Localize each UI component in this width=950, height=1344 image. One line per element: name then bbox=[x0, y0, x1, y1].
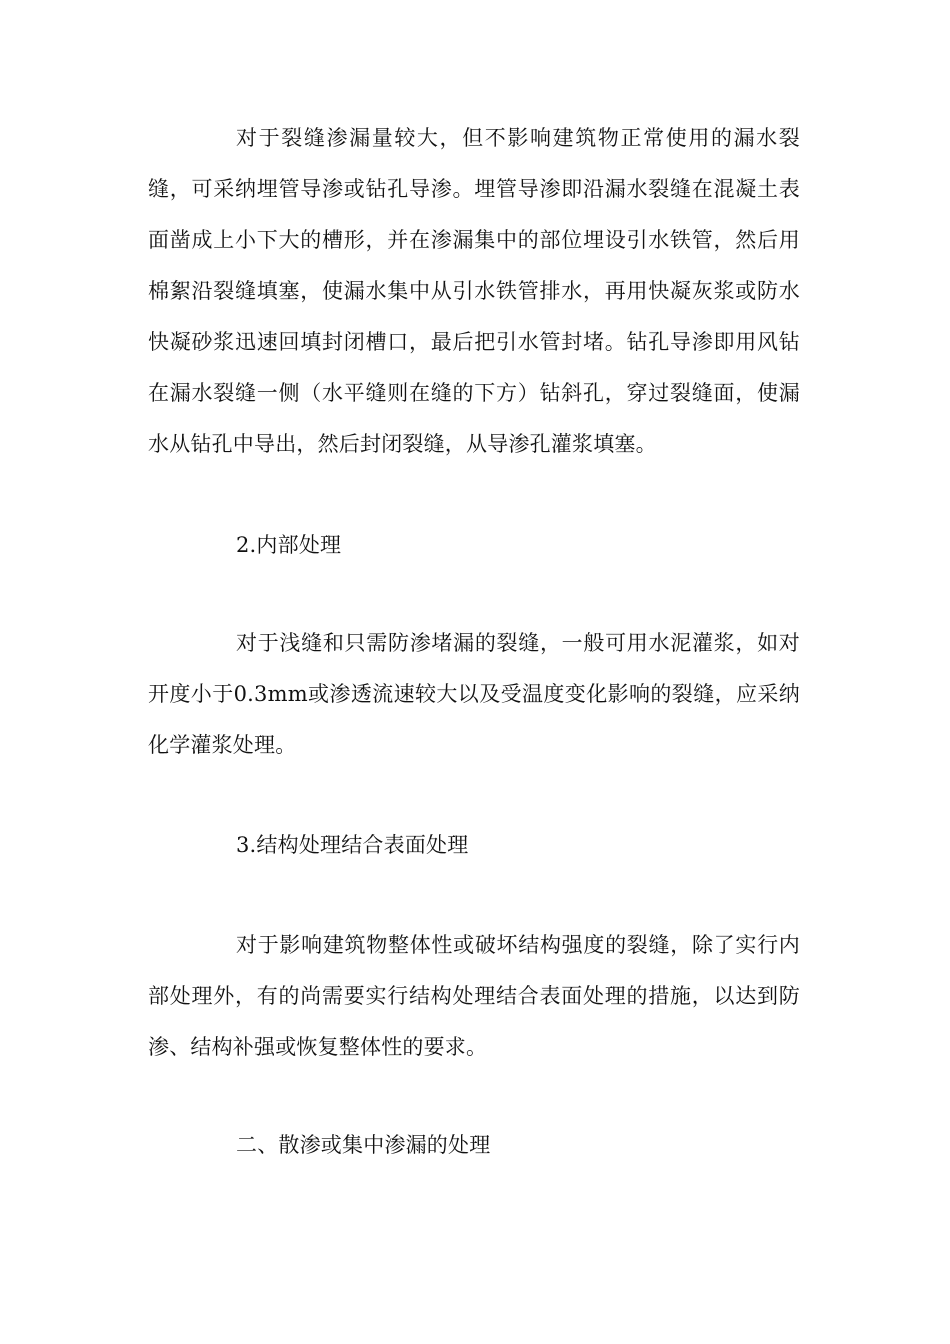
paragraph-grouting: 对于浅缝和只需防渗堵漏的裂缝，一般可用水泥灌浆，如对开度小于0.3mm或渗透流速较大以及受温度变化影响的裂缝，应采纳化学灌浆处理。 bbox=[148, 631, 800, 757]
section-heading-structural-treatment: 3.结构处理结合表面处理 bbox=[236, 833, 469, 857]
paragraph-structural-measures: 对于影响建筑物整体性或破坏结构强度的裂缝，除了实行内部处理外，有的尚需要实行结构处理结合表面处理的措施，以达到防渗、结构补强或恢复整体性的要求。 bbox=[148, 933, 800, 1059]
section-heading-internal-treatment: 2.内部处理 bbox=[236, 533, 342, 557]
paragraph-crack-drainage: 对于裂缝渗漏量较大，但不影响建筑物正常使用的漏水裂缝，可采纳埋管导渗或钻孔导渗。埋管导渗即沿漏水裂缝在混凝土表面凿成上小下大的槽形，并在渗漏集中的部位埋设引水铁管，然后用棉絮沿裂缝填塞，使漏水集中从引水铁管排水，再用快凝灰浆或防水快凝砂浆迅速回填封闭槽口，最后把引水管封堵。钻孔导渗即用风钻在漏水裂缝一侧（水平缝则在缝的下方）钻斜孔，穿过裂缝面，使漏水从钻孔中导出，然后封闭裂缝，从导渗孔灌浆填塞。 bbox=[148, 126, 800, 456]
section-heading-seepage-treatment: 二、散渗或集中渗漏的处理 bbox=[236, 1133, 491, 1157]
